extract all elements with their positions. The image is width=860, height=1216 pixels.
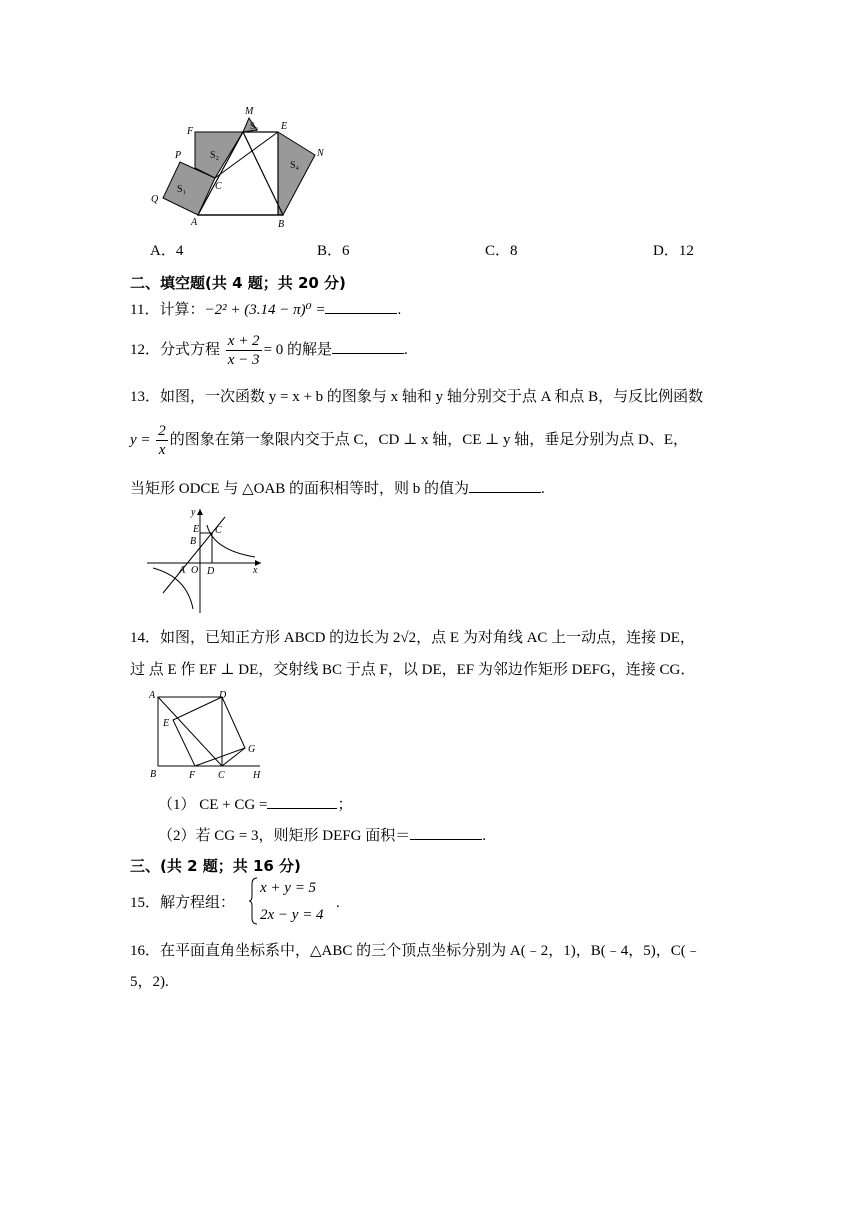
section-2-title: 二、填空题(共 4 题；共 20 分) <box>130 274 346 292</box>
q14-sub2 <box>158 823 486 846</box>
fig14-label-e: E <box>163 718 170 729</box>
fig14-label-h: H <box>253 770 261 781</box>
fig10-label: A <box>191 217 198 228</box>
q11-expr: −2² + (3.14 − π)⁰ = <box>204 302 326 318</box>
fig10-label: S₁ <box>177 184 187 195</box>
fig10-label: C <box>215 181 222 192</box>
brace-icon <box>248 876 258 926</box>
fig13-label-c: C <box>215 525 222 536</box>
fig14-label-a: A <box>149 690 156 701</box>
question-11: 11．计算：−2² + (3.14 − π)⁰ = . <box>130 297 401 320</box>
q14-sub1-end: ； <box>337 797 353 813</box>
section-3-title: 三、(共 2 题；共 16 分) <box>130 857 301 875</box>
q12-fraction <box>226 332 262 369</box>
fig13-label-o: O <box>191 565 199 576</box>
q13-frac-denominator: x <box>158 442 166 459</box>
q15-eq1: x + y = 5 <box>260 880 317 896</box>
fig10-label: S₃ <box>250 121 259 131</box>
fig14-label-c: C <box>218 770 225 781</box>
fig13-label-y: y <box>191 507 196 518</box>
q13-answer-blank[interactable] <box>469 476 541 493</box>
q14-sub2-end: . <box>482 828 486 844</box>
fig10-label: N <box>317 148 324 159</box>
q12-answer-blank[interactable] <box>332 337 404 354</box>
q11-number: 11． <box>130 302 160 318</box>
fig13-label-d: D <box>207 566 215 577</box>
q12-prefix: 分式方程 <box>160 342 221 358</box>
fig10-label: P <box>175 150 182 161</box>
fig10-label: F <box>187 126 194 137</box>
q13-y-eq: y = <box>130 432 151 448</box>
option-c: C．8 <box>485 243 518 259</box>
option-b: B．6 <box>317 243 350 259</box>
q11-answer-blank[interactable] <box>325 297 397 314</box>
q15-prefix <box>130 893 235 913</box>
q14-sub1-answer-blank[interactable] <box>267 792 337 809</box>
q15-prefix-text: 解方程组： <box>160 895 236 911</box>
q12-end: . <box>404 342 408 358</box>
q13-fraction <box>156 422 168 459</box>
q12-mid: = 0 的解是 <box>263 342 333 358</box>
figure-q14 <box>145 686 270 784</box>
q14-line1: 14．如图，已知正方形 ABCD 的边长为 2√2，点 E 为对角线 AC 上一动点，连接 DE， <box>130 630 695 646</box>
fig13-label-x: x <box>253 565 258 576</box>
q12-numerator: x + 2 <box>227 333 260 350</box>
q14-line2: 过 点 E 作 EF ⊥ DE，交射线 BC 于点 F，以 DE，EF 为邻边作矩形 DEFG，连接 CG． <box>130 662 696 678</box>
q16-line2: 5，2). <box>130 974 169 990</box>
fig10-label: E <box>281 121 288 132</box>
q13-line1: 13．如图，一次函数 y = x + b 的图象与 x 轴和 y 轴分别交于点 A 和点 B，与反比例函数 <box>130 389 704 405</box>
q13-line2 <box>130 422 688 459</box>
q14-sub2-text: （2）若 CG = 3，则矩形 DEFG 面积＝ <box>158 828 411 844</box>
q15-number: 15． <box>130 895 161 911</box>
figure-q10 <box>145 100 345 230</box>
fig14-label-f: F <box>189 770 196 781</box>
figure-q13 <box>145 505 265 615</box>
q13-line3 <box>130 476 545 499</box>
q12-number: 12． <box>130 342 161 358</box>
fig13-label-a: A <box>179 565 186 576</box>
fig13-label-e: E <box>193 524 200 535</box>
question-12 <box>130 332 408 369</box>
q13-end: . <box>541 481 545 497</box>
fig10-label: Q <box>151 194 159 205</box>
fig14-label-b: B <box>150 769 157 780</box>
q15-eq2: 2x − y = 4 <box>260 907 324 923</box>
fig10-label: S₄ <box>290 160 300 171</box>
fig14-label-d: D <box>219 690 227 701</box>
q12-denominator: x − 3 <box>227 352 260 369</box>
q15-end: . <box>336 895 340 911</box>
q13-line3-text: 当矩形 ODCE 与 △OAB 的面积相等时，则 b 的值为 <box>130 481 470 497</box>
q16-line1: 16．在平面直角坐标系中，△ABC 的三个顶点坐标分别为 A(﹣2，1)，B(﹣4，5)，C(﹣ <box>130 943 701 959</box>
fig10-label: B <box>278 219 285 230</box>
q14-sub2-answer-blank[interactable] <box>410 823 482 840</box>
fig13-label-b: B <box>190 536 197 547</box>
fig10-label: M <box>245 106 254 117</box>
q14-sub1-text: （1） CE + CG = <box>158 797 268 813</box>
option-d: D．12 <box>653 243 694 259</box>
fig14-label-g: G <box>248 744 256 755</box>
q13-frac-numerator: 2 <box>158 423 166 440</box>
fig10-label: S₂ <box>210 150 220 161</box>
q13-line2-text: 的图象在第一象限内交于点 C，CD ⊥ x 轴，CE ⊥ y 轴，垂足分别为点 D、E， <box>169 432 689 448</box>
q11-prefix: 计算： <box>159 302 205 318</box>
option-a: A．4 <box>150 243 184 259</box>
q14-sub1 <box>158 792 352 815</box>
